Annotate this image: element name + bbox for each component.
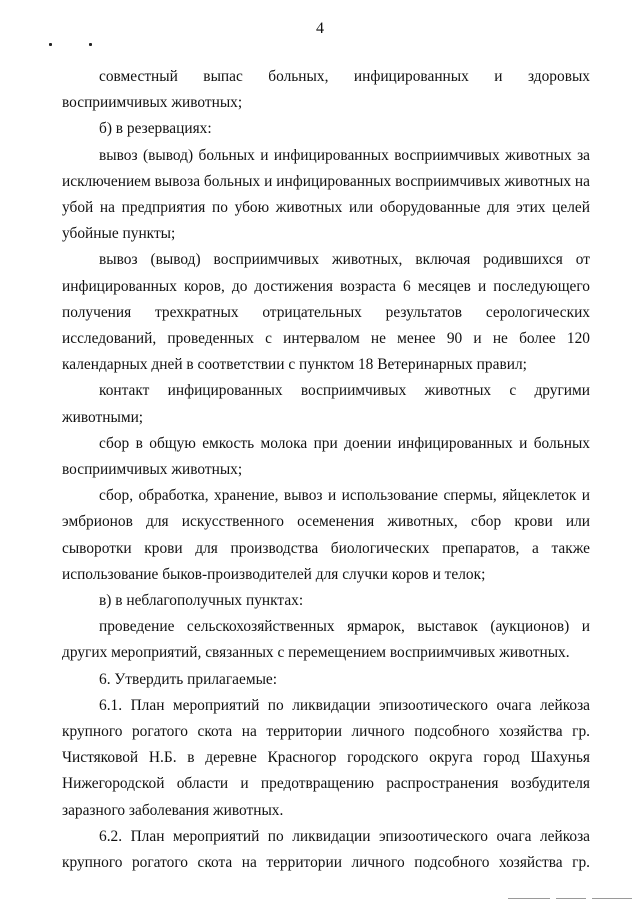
scan-speck — [89, 43, 92, 46]
paragraph: сбор, обработка, хранение, вывоз и использование спермы, яйцеклеток и эмбрионов для искусственного осеменения животных, сбор крови или сыворотки крови для производства биологических препаратов, а также использование быков-производителей для случки коров и телок; — [62, 487, 590, 583]
paragraph: сбор в общую емкость молока при доении инфицированных и больных восприимчивых животных; — [62, 434, 590, 479]
paragraph: 6.1. План мероприятий по ликвидации эпизоотического очага лейкоза крупного рогатого скота на территории личного подсобного хозяйства гр. Чистяковой Н.Б. в деревне Красногор городского округа город Шахунья Нижегородской области и предотвращению распространения возбудителя заразного заболевания животных. — [62, 696, 590, 819]
scan-edge-line — [508, 898, 550, 899]
document-body — [62, 64, 590, 876]
scan-edge-line — [556, 898, 586, 899]
paragraph: вывоз (вывод) больных и инфицированных восприимчивых животных за исключением вывоза больных и инфицированных восприимчивых животных на убой на предприятия по убою животных или оборудованные для этих целей убойные пункты; — [62, 146, 590, 243]
paragraph: совместный выпас больных, инфицированных и здоровых восприимчивых животных; — [62, 68, 590, 112]
scan-speck — [49, 43, 52, 46]
paragraph: проведение сельскохозяйственных ярмарок, выставок (аукционов) и других мероприятий, связанных с перемещением восприимчивых животных. — [62, 618, 590, 662]
paragraph: 6.2. План мероприятий по ликвидации эпизоотического очага лейкоза крупного рогатого скота на территории личного подсобного хозяйства гр. — [62, 827, 590, 872]
paragraph: б) в резервациях: — [99, 120, 212, 138]
scan-edge-line — [592, 898, 632, 899]
paragraph: вывоз (вывод) восприимчивых животных, включая родившихся от инфицированных коров, до достижения возраста 6 месяцев и последующего получения трехкратных отрицательных результатов серологических исследований, проведенных с интервалом не менее 90 и не более 120 календарных дней в соответствии с пунктом 18 Ветеринарных правил; — [62, 251, 590, 374]
paragraph: в) в неблагополучных пунктах: — [99, 592, 304, 610]
paragraph: 6. Утвердить прилагаемые: — [99, 670, 278, 688]
paragraph: контакт инфицированных восприимчивых животных с другими животными; — [62, 382, 590, 426]
page-number: 4 — [316, 20, 324, 37]
